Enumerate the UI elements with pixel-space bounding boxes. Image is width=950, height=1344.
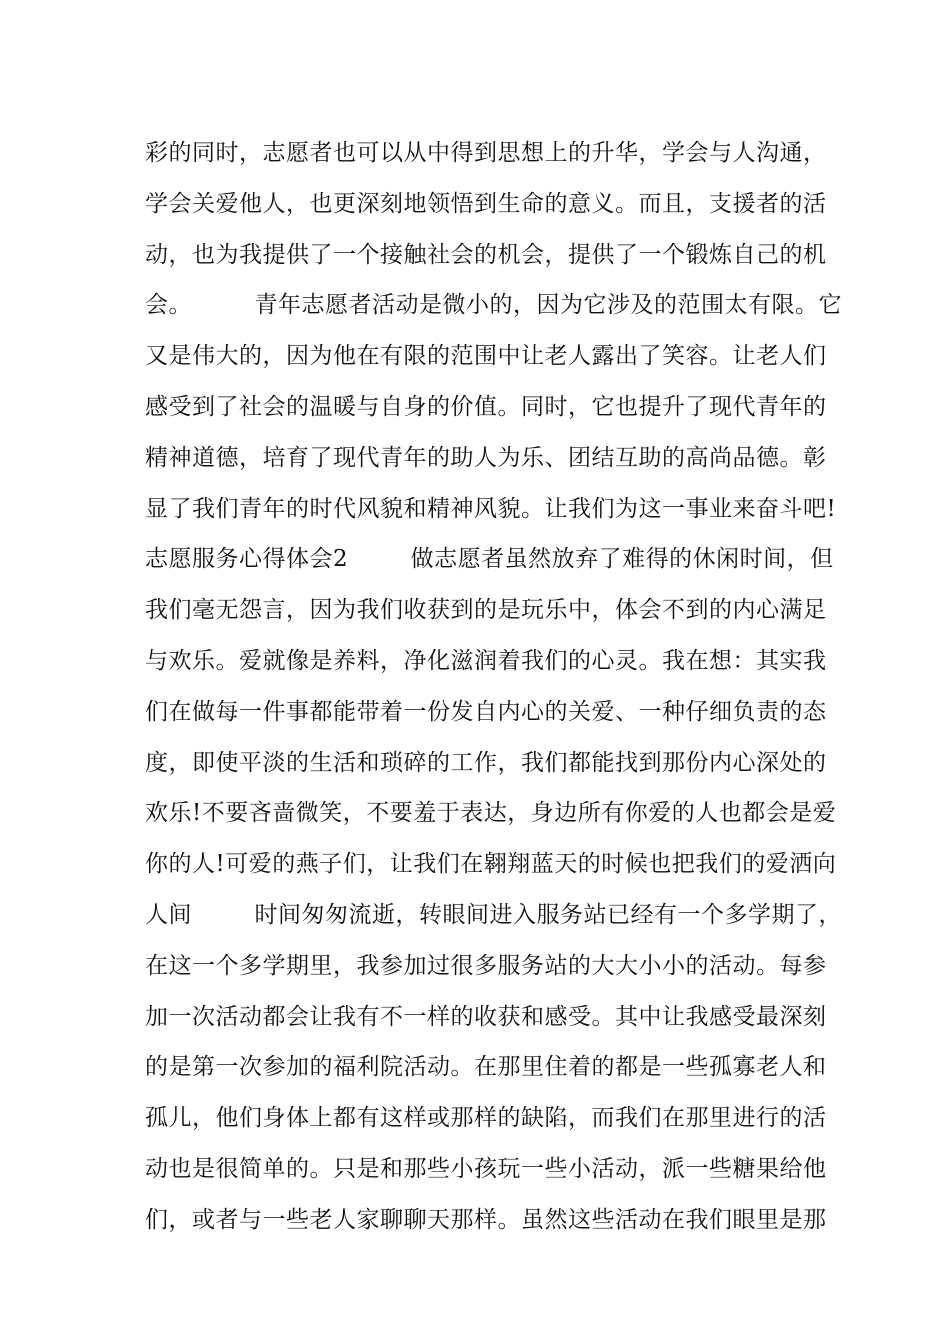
text-line: 与欢乐。爱就像是养料，净化滋润着我们的心灵。我在想：其实我 bbox=[145, 647, 827, 674]
text-line: 彩的同时，志愿者也可以从中得到思想上的升华，学会与人沟通， bbox=[145, 140, 827, 166]
text-line: 度，即使平淡的生活和琐碎的工作，我们都能找到那份内心深处的 bbox=[145, 749, 827, 776]
text-line: 动，也为我提供了一个接触社会的机会，提供了一个锻炼自己的机 bbox=[145, 241, 827, 268]
text-line: 我们毫无怨言，因为我们收获到的是玩乐中，体会不到的内心满足 bbox=[145, 597, 827, 624]
text-line: 学会关爱他人，也更深刻地领悟到生命的意义。而且，支援者的活 bbox=[145, 190, 827, 217]
text-line: 们在做每一件事都能带着一份发自内心的关爱、一种仔细负责的态 bbox=[145, 698, 827, 725]
text-line: 精神道德，培育了现代青年的助人为乐、团结互助的高尚品德。彰 bbox=[145, 444, 827, 471]
text-line: 在这一个多学期里，我参加过很多服务站的大大小小的活动。每参 bbox=[145, 952, 827, 979]
text-line: 人间 时间匆匆流逝，转眼间进入服务站已经有一个多学期了， bbox=[145, 901, 842, 928]
text-line: 显了我们青年的时代风貌和精神风貌。让我们为这一事业来奋斗吧! bbox=[145, 495, 837, 522]
text-line: 感受到了社会的温暖与自身的价值。同时，它也提升了现代青年的 bbox=[145, 393, 827, 420]
text-line: 加一次活动都会让我有不一样的收获和感受。其中让我感受最深刻 bbox=[145, 1003, 827, 1030]
text-line: 动也是很简单的。只是和那些小孩玩一些小活动，派一些糖果给他 bbox=[145, 1155, 827, 1182]
body-text bbox=[145, 128, 842, 1246]
text-line: 你的人!可爱的燕子们，让我们在翱翔蓝天的时候也把我们的爱洒向 bbox=[145, 851, 837, 878]
text-line: 会。 青年志愿者活动是微小的，因为它涉及的范围太有限。它 bbox=[145, 292, 842, 319]
text-line: 志愿服务心得体会2 做志愿者虽然放弃了难得的休闲时间，但 bbox=[145, 546, 834, 573]
text-line: 们，或者与一些老人家聊聊天那样。虽然这些活动在我们眼里是那 bbox=[145, 1206, 827, 1233]
text-line: 孤儿，他们身体上都有这样或那样的缺陷，而我们在那里进行的活 bbox=[145, 1105, 827, 1132]
text-line: 的是第一次参加的福利院活动。在那里住着的都是一些孤寡老人和 bbox=[145, 1054, 827, 1081]
text-line: 又是伟大的，因为他在有限的范围中让老人露出了笑容。让老人们 bbox=[145, 343, 827, 370]
text-line: 欢乐!不要吝啬微笑，不要羞于表达，身边所有你爱的人也都会是爱 bbox=[145, 800, 837, 827]
